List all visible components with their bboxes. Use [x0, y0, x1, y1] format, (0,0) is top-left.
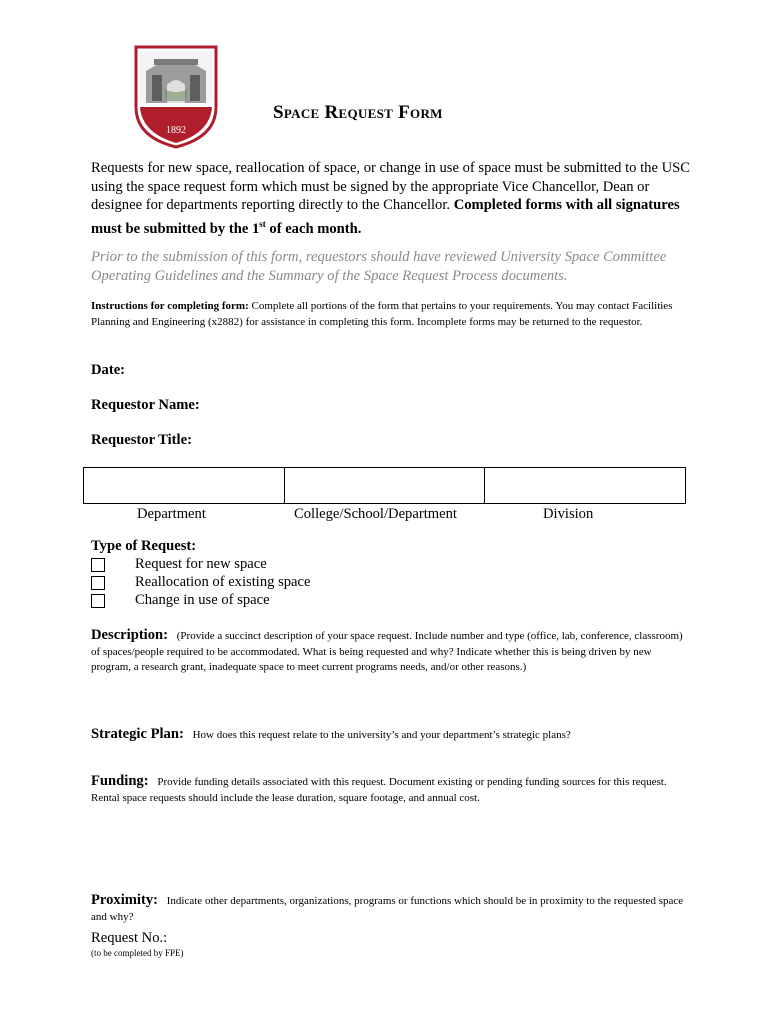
division-cell[interactable]: [485, 468, 685, 503]
option-label: Reallocation of existing space: [135, 574, 311, 590]
request-number-label: Request No.:: [91, 930, 168, 946]
department-cell[interactable]: [84, 468, 285, 503]
requestor-title-label: Requestor Title:: [91, 432, 192, 448]
logo-year: 1892: [166, 125, 186, 136]
form-title: Space Request Form: [273, 102, 443, 123]
new-space-checkbox[interactable]: [91, 558, 105, 572]
option-change-use: [91, 592, 270, 609]
option-new-space: [91, 556, 267, 573]
funding-heading: Funding:: [91, 773, 149, 789]
intro-text: Requests for new space, reallocation of space, or change in use of space must be submitted to the USC using the space request form which must be signed by the appropriate Vice Chancellor, Dean or designee for departments reporting directly to the Chancellor.: [91, 160, 690, 213]
university-logo: [134, 45, 218, 149]
shield-crest-icon: [134, 45, 218, 149]
funding-section: [91, 774, 691, 806]
option-reallocation: [91, 574, 310, 591]
description-text: (Provide a succinct description of your space request. Include number and type (office, lab, conference, classroom) of spaces/people required to be accommodated. What is being requested and why? Indicate whether this is being driven by new program, a research grant, inadequate space to meet current programs needs, and/or other reasons.): [91, 630, 683, 673]
change-use-checkbox[interactable]: [91, 594, 105, 608]
instructions: [91, 299, 691, 330]
proximity-text: Indicate other departments, organizations, programs or functions which should be in proximity to the requested space and why?: [91, 895, 684, 923]
department-label: Department: [137, 506, 206, 522]
date-label: Date:: [91, 362, 126, 378]
college-school-department-cell[interactable]: [285, 468, 486, 503]
intro-superscript: st: [259, 218, 266, 229]
prior-note: Prior to the submission of this form, requestors should have reviewed University Space Committee Operating Guidelines and the Summary of the Space Request Process documents.: [91, 249, 667, 284]
description-heading: Description:: [91, 627, 169, 643]
requestor-name-label: Requestor Name:: [91, 397, 200, 413]
reallocation-checkbox[interactable]: [91, 576, 105, 590]
division-label: Division: [543, 506, 594, 522]
proximity-section: [91, 893, 691, 925]
intro-bold-text: Completed forms with all signatures must be submitted by the 1: [91, 197, 680, 237]
strategic-plan-section: [91, 727, 691, 744]
strategic-plan-text: How does this request relate to the university’s and your department’s strategic plans?: [189, 729, 571, 741]
intro-bold-end: of each month.: [265, 220, 362, 237]
college-school-department-label: College/School/Department: [294, 506, 457, 522]
funding-text: Provide funding details associated with this request. Document existing or pending funding sources for this request. Rental space requests should include the lease duration, square footage, and annual cost.: [91, 776, 667, 804]
request-number-note: (to be completed by FPE): [91, 948, 184, 958]
strategic-plan-heading: Strategic Plan:: [91, 726, 184, 742]
department-table: [83, 467, 686, 504]
option-label: Change in use of space: [135, 592, 270, 608]
proximity-heading: Proximity:: [91, 892, 159, 908]
instructions-label: Instructions for completing form:: [91, 300, 249, 312]
instructions-text: Complete all portions of the form that pertains to your requirements. You may contact Facilities Planning and Engineering (x2882) for assistance in completing this form. Incomplete forms may be returned to the requestor.: [91, 300, 673, 328]
intro-paragraph: [91, 159, 691, 238]
type-of-request-heading: Type of Request:: [91, 538, 197, 554]
description-section: [91, 628, 691, 676]
option-label: Request for new space: [135, 556, 267, 572]
